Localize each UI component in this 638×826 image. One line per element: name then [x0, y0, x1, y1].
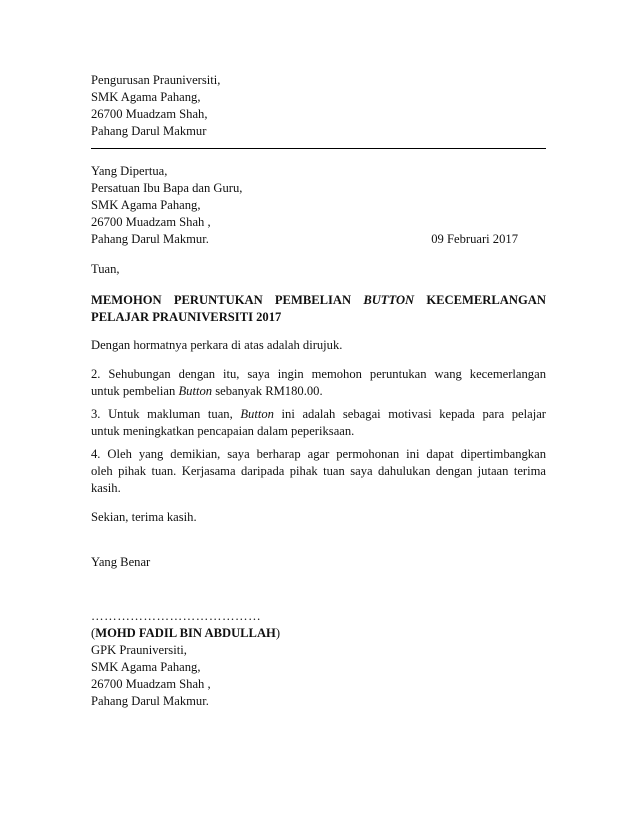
sender-address [91, 72, 546, 140]
paragraph-3 [91, 406, 546, 440]
subject-line-2: PELAJAR PRAUNIVERSITI 2017 [91, 310, 282, 324]
subject-emphasis: BUTTON [363, 293, 415, 307]
signature-block [91, 608, 546, 710]
paragraph-number: 3. [91, 407, 101, 421]
signatory-line: 26700 Muadzam Shah , [91, 677, 211, 691]
paragraph-text: Dengan hormatnya perkara di atas adalah dirujuk. [91, 338, 343, 352]
paragraph-1 [91, 337, 546, 354]
sender-line: SMK Agama Pahang, [91, 90, 201, 104]
signatory-line: GPK Prauniversiti, [91, 643, 187, 657]
letter-date: 09 Februari 2017 [431, 232, 518, 246]
recipient-address [91, 163, 546, 248]
paragraph-line [91, 366, 546, 383]
paragraph-line: untuk meningkatkan pencapaian dalam peperiksaan. [91, 424, 355, 438]
name-bracket: ( [91, 626, 96, 640]
paragraph-line [91, 383, 546, 400]
paragraph-line [91, 446, 546, 463]
subject-text: KECEMERLANGAN [426, 293, 546, 307]
paragraph-text: untuk pembelian [91, 384, 176, 398]
paragraph-line: kasih. [91, 481, 121, 495]
signature-line: ………………………………… [91, 609, 262, 623]
paragraph-2 [91, 366, 546, 400]
recipient-line: 26700 Muadzam Shah , [91, 215, 211, 229]
closing-text: Sekian, terima kasih. [91, 510, 197, 524]
paragraph-text: Sehubungan dengan itu, saya ingin memohon peruntukan wang kecemerlangan [108, 367, 546, 381]
signatory-name [91, 625, 546, 642]
subject-text: MEMOHON PERUNTUKAN PEMBELIAN [91, 293, 352, 307]
paragraph-4 [91, 446, 546, 497]
signatory-line: SMK Agama Pahang, [91, 660, 201, 674]
recipient-line: Yang Dipertua, [91, 164, 168, 178]
recipient-line: Persatuan Ibu Bapa dan Guru, [91, 181, 243, 195]
name-bracket: ) [275, 626, 281, 640]
paragraph-text: ini adalah sebagai motivasi kepada para pelajar [281, 407, 547, 421]
salutation [91, 261, 546, 278]
sender-line: Pahang Darul Makmur [91, 124, 207, 138]
salutation-text: Tuan, [91, 262, 120, 276]
signoff [91, 554, 546, 571]
closing [91, 509, 546, 526]
subject-line-1 [91, 292, 546, 309]
paragraph-emphasis: Button [240, 407, 274, 421]
signatory-line: Pahang Darul Makmur. [91, 694, 209, 708]
recipient-line: Pahang Darul Makmur. [91, 232, 209, 246]
paragraph-emphasis: Button [178, 384, 213, 398]
paragraph-number: 4. [91, 447, 101, 461]
paragraph-text: Untuk makluman tuan, [108, 407, 233, 421]
paragraph-line: oleh pihak tuan. Kerjasama daripada pihak tuan saya dahulukan dengan jutaan terima [91, 464, 546, 478]
paragraph-line [91, 406, 546, 423]
paragraph-number: 2. [91, 367, 101, 381]
signoff-text: Yang Benar [91, 555, 151, 569]
sender-line: 26700 Muadzam Shah, [91, 107, 208, 121]
subject-heading [91, 292, 546, 326]
sender-line: Pengurusan Prauniversiti, [91, 73, 221, 87]
signatory-name-text: MOHD FADIL BIN ABDULLAH [95, 626, 276, 640]
paragraph-text: Oleh yang demikian, saya berharap agar permohonan ini dapat dipertimbangkan [107, 447, 546, 461]
header-divider [91, 148, 546, 149]
recipient-line: SMK Agama Pahang, [91, 198, 201, 212]
paragraph-text: sebanyak RM180.00. [215, 384, 323, 398]
